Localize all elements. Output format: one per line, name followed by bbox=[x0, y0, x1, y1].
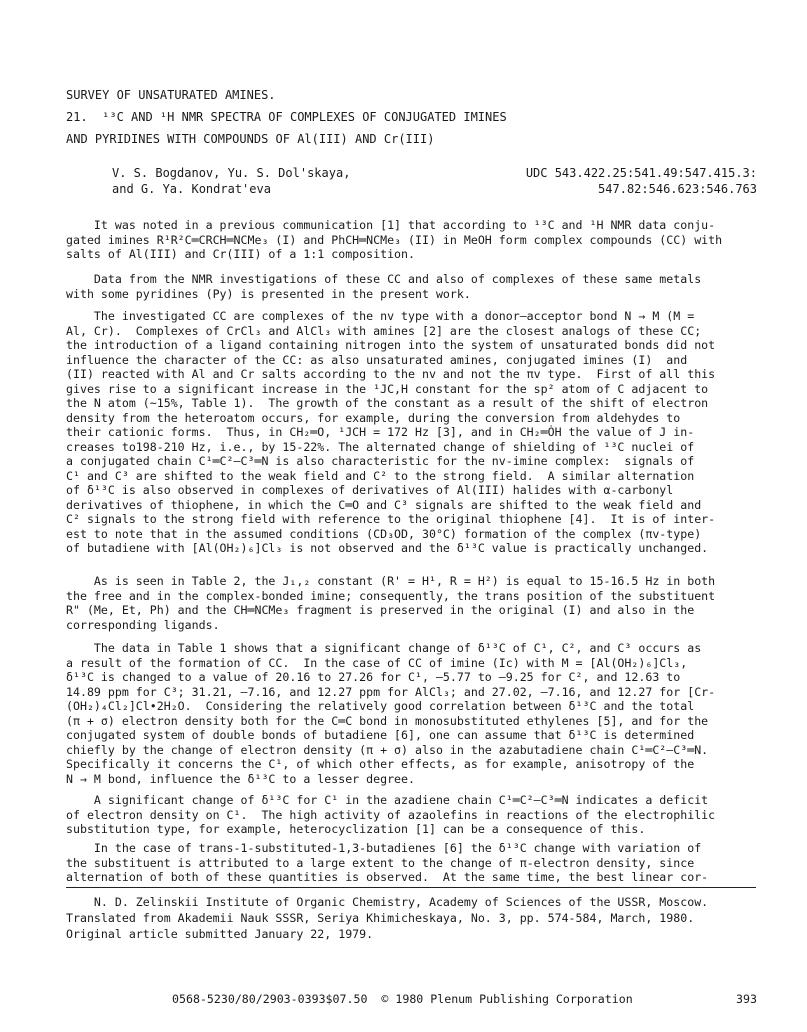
paragraph-1: It was noted in a previous communication [1] that according to ¹³C and ¹H NMR data conju- gated imines R¹R²C═CRCH═NCMe₃ (I) and PhCH═NCMe₃ (II) in MeOH form complex compounds (CC) with salts of Al(III) and Cr(III) of a 1:1 composition. bbox=[66, 218, 723, 261]
footnote-line-1: N. D. Zelinskii Institute of Organic Chemistry, Academy of Sciences of the USSR, Moscow. bbox=[66, 895, 709, 909]
udc-line-1: UDC 543.422.25:541.49:547.415.3: bbox=[525, 166, 757, 180]
footnote-line-2: Translated from Akademii Nauk SSSR, Seriya Khimicheskaya, No. 3, pp. 574-584, March, 1980. bbox=[66, 911, 695, 925]
article-title-line-2: AND PYRIDINES WITH COMPOUNDS OF Al(III) AND Cr(III) bbox=[66, 132, 435, 146]
authors-line-1: V. S. Bogdanov, Yu. S. Dol'skaya, bbox=[112, 166, 351, 180]
authors-line-2: and G. Ya. Kondrat'eva bbox=[112, 182, 271, 196]
article-title-line-1: 21. ¹³C AND ¹H NMR SPECTRA OF COMPLEXES OF CONJUGATED IMINES bbox=[66, 110, 507, 124]
paragraph-4: As is seen in Table 2, the J₁,₂ constant (R' = H¹, R = H²) is equal to 15-16.5 Hz in both the free and in the complex-bonded imine; consequently, the trans position of the substituent R" (Me, Et, Ph) and the CH═NCMe₃ fragment is preserved in the original (I) and also in the corresponding ligands. bbox=[66, 574, 716, 632]
paragraph-5: The data in Table 1 shows that a significant change of δ¹³C of C¹, C², and C³ occurs as a result of the formation of CC. In the case of CC of imine (Ic) with M = [Al(OH₂)₆]Cl₃, δ¹³C is changed to a value of 20.16 to 27.26 for C¹, —5.77 to —9.25 for C², and 12.63 to 14.89 ppm for C³; 31.21, —7.16, and 12.27 ppm for AlCl₃; and 27.02, —7.16, and 12.27 for [Cr- (OH₂)₄Cl₂]Cl•2H₂O. Considering the relatively good correlation between δ¹³C and the total (π + σ) electron density both for the C═C bond in monosubstituted ethylenes [5], and for the conjugated system of double bonds of butadiene [6], one can assume that δ¹³C is determined chiefly by the change of electron density (π + σ) also in the azabutadiene chain C¹═C²—C³═N. Specifically it concerns the C¹, of which other effects, as for example, anisotropy of the N → M bond, influence the δ¹³C to a lesser degree. bbox=[66, 641, 716, 786]
paragraph-2: Data from the NMR investigations of these CC and also of complexes of these same metals with some pyridines (Py) is presented in the present work. bbox=[66, 272, 702, 301]
page-number: 393 bbox=[736, 992, 757, 1006]
paragraph-3: The investigated CC are complexes of the nv type with a donor—acceptor bond N → M (M = Al, Cr). Complexes of CrCl₃ and AlCl₃ with amines [2] are the closest analogs of these CC; the introduction of a ligand containing nitrogen into the system of unsaturated bonds did not influence the character of the CC: as also unsaturated amines, conjugated imines (I) and (II) reacted with Al and Cr salts according to the nv and not the πv type. First of all this gives rise to a significant increase in the ¹JC,H constant for the sp² atom of C adjacent to the N atom (~15%, Table 1). The growth of the constant as a result of the shift of electron density from the heteroatom occurs, for example, during the conversion from aldehydes to their cationic forms. Thus, in CH₂═O, ¹JCH = 172 Hz [3], and in CH₂═ȮH the value of J in- creases to198-210 Hz, i.e., by 15-22%. The alternated change of shielding of ¹³C nuclei of a conjugated chain C¹═C²—C³═N is also characteristic for the nv-imine complex: signals of C¹ and C³ are shifted to the weak field and C² to the strong field. A similar alternation of δ¹³C is also observed in complexes of derivatives of Al(III) halides with α-carbonyl derivatives of thiophene, in which the C═O and C³ signals are shifted to the weak field and C² signals to the strong field with reference to the original thiophene [4]. It is of inter- est to note that in the assumed conditions (CD₃OD, 30°C) formation of the complex (πv-type) of butadiene with [Al(OH₂)₆]Cl₃ is not observed and the δ¹³C value is practically unchanged. bbox=[66, 309, 716, 555]
footnote-line-3: Original article submitted January 22, 1979. bbox=[66, 927, 374, 941]
udc-line-2: 547.82:546.623:546.763 bbox=[598, 182, 757, 196]
footnote-divider bbox=[66, 887, 756, 888]
paragraph-7: In the case of trans-1-substituted-1,3-butadienes [6] the δ¹³C change with variation of the substituent is attributed to a large extent to the change of π-electron density, since alternation of both of these quantities is observed. At the same time, the best linear cor- bbox=[66, 841, 709, 884]
series-title: SURVEY OF UNSATURATED AMINES. bbox=[66, 88, 276, 102]
paragraph-6: A significant change of δ¹³C for C¹ in the azadiene chain C¹═C²—C³═N indicates a deficit of electron density on C¹. The high activity of azaolefins in reactions of the electrophilic substitution type, for example, heterocyclization [1] can be a consequence of this. bbox=[66, 793, 716, 836]
journal-code: 0568-5230/80/2903-0393$07.50 © 1980 Plenum Publishing Corporation bbox=[172, 992, 633, 1006]
